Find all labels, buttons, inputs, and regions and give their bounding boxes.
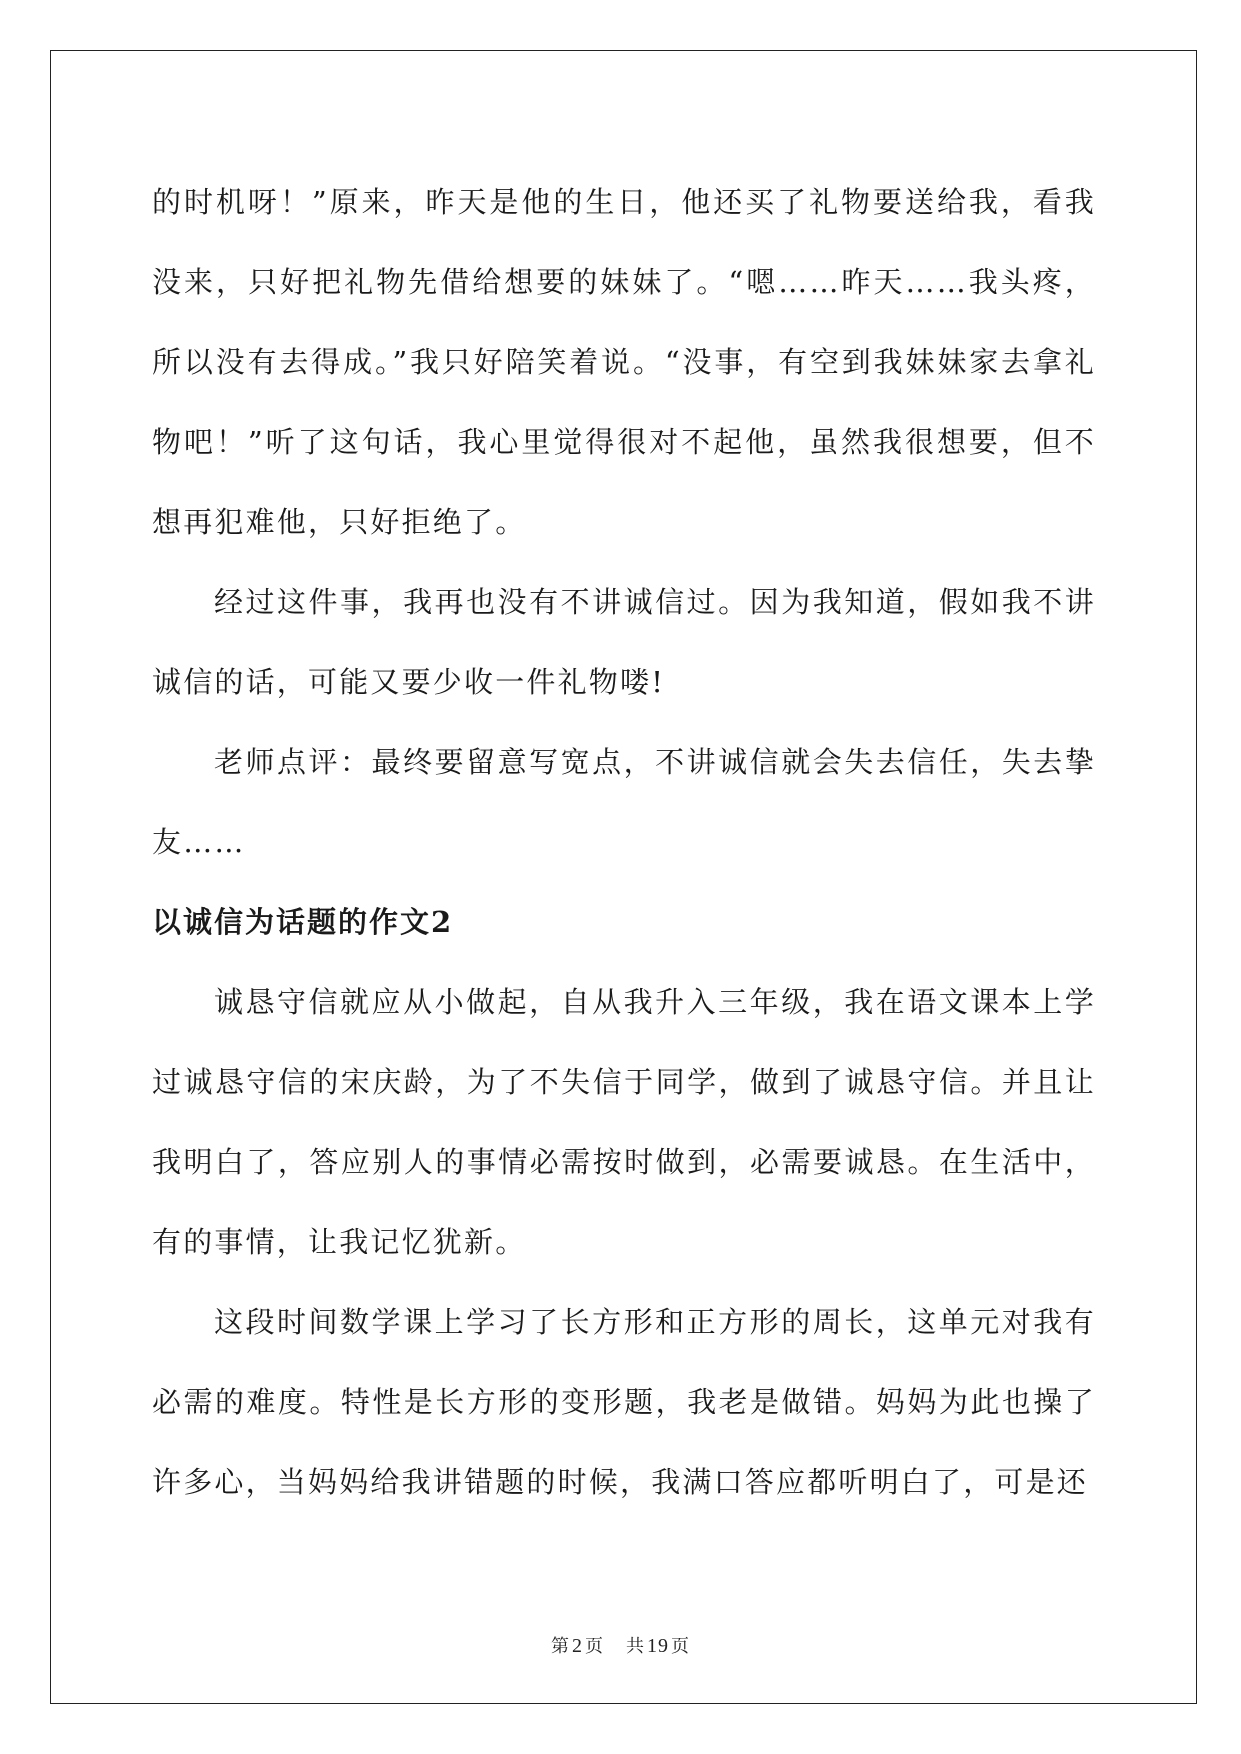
footer-total-prefix: 共: [626, 1636, 645, 1657]
paragraph: 经过这件事，我再也没有不讲诚信过。因为我知道，假如我不讲诚信的话，可能又要少收一件礼物喽!: [152, 585, 1096, 699]
footer-total-suffix: 页: [671, 1636, 690, 1657]
current-page-number: 2: [572, 1635, 583, 1657]
paragraph: 诚恳守信就应从小做起，自从我升入三年级，我在语文课本上学过诚恳守信的宋庆龄，为了不失信于同学，做到了诚恳守信。并且让我明白了，答应别人的事情必需按时做到，必需要诚恳。在生活中，有的事情，让我记忆犹新。: [152, 985, 1096, 1259]
page-footer: [0, 1632, 1241, 1658]
paragraph: 这段时间数学课上学习了长方形和正方形的周长，这单元对我有必需的难度。特性是长方形的变形题，我老是做错。妈妈为此也操了许多心，当妈妈给我讲错题的时候，我满口答应都听明白了，可是还: [152, 1305, 1096, 1499]
section-heading: 以诚信为话题的作文2: [152, 905, 454, 939]
footer-prefix: 第: [551, 1636, 570, 1657]
footer-page-suffix: 页: [585, 1636, 604, 1657]
document-body: [152, 162, 1096, 1522]
paragraph: 老师点评：最终要留意写宽点，不讲诚信就会失去信任，失去挚友……: [152, 745, 1096, 859]
paragraph: 的时机呀！”原来，昨天是他的生日，他还买了礼物要送给我，看我没来，只好把礼物先借给想要的妹妹了。“嗯……昨天……我头疼，所以没有去得成。”我只好陪笑着说。“没事，有空到我妹妹家去拿礼物吧！”听了这句话，我心里觉得很对不起他，虽然我很想要，但不想再犯难他，只好拒绝了。: [152, 185, 1096, 539]
total-page-count: 19: [647, 1635, 669, 1657]
